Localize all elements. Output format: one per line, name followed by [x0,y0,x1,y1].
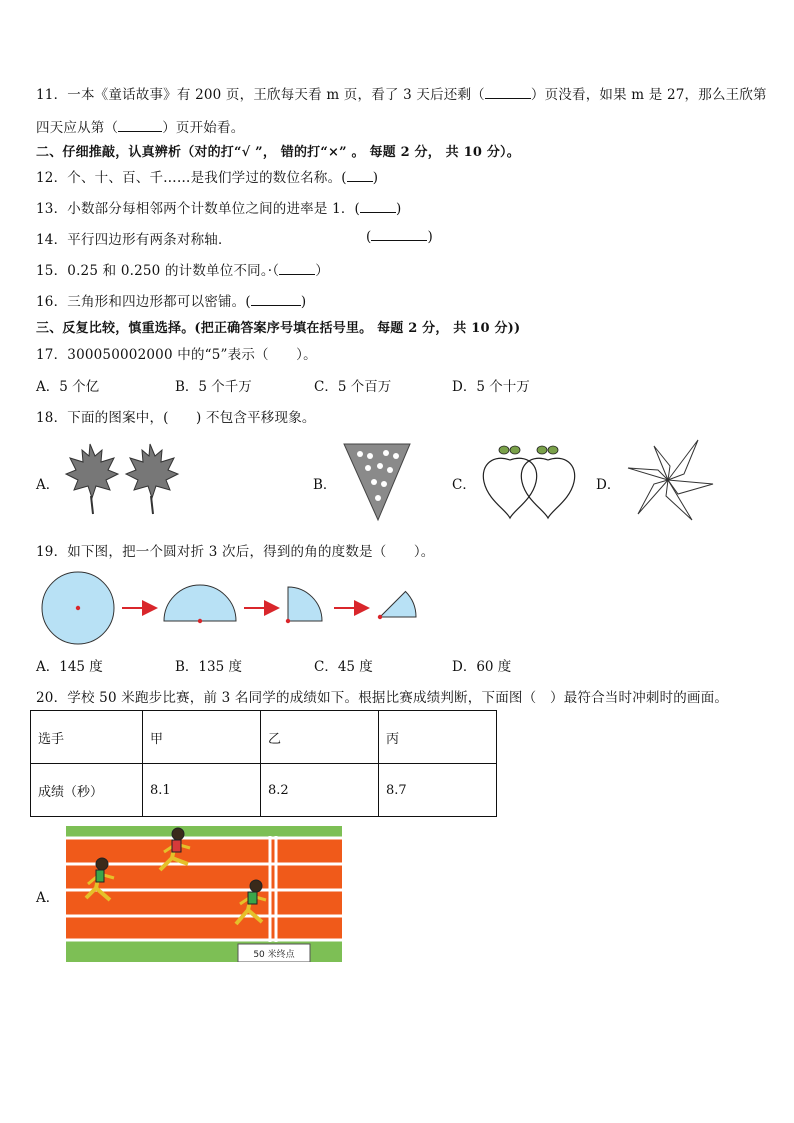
table-header-cell: 选手 [31,711,143,764]
table-cell: 8.7 [379,764,497,817]
q11-line1: 11．一本《童话故事》有 200 页，王欣每天看 m 页，看了 3 天后还剩（ ）页没看，如果 m 是 27，那么王欣第 [36,87,767,103]
q17-option-c[interactable]: C．5 个百万 [314,379,392,395]
q11-blank-2[interactable] [118,119,162,132]
q16: 16．三角形和四边形都可以密铺。( ) [36,294,307,310]
q19-option-d[interactable]: D．60 度 [452,659,512,675]
finish-line-label: 50 米终点 [253,950,295,960]
q17-stem: 17．300050002000 中的“5”表示（ ）。 [36,347,317,363]
q18-stem: 18．下面的图案中，( ) 不包含平移现象。 [36,410,316,426]
q18-option-d[interactable]: D． [596,477,621,493]
q15-answer-blank[interactable] [279,262,315,275]
q12: 12．个、十、百、千……是我们学过的数位名称。( ) [36,170,379,186]
q14-answer-blank[interactable] [371,228,427,241]
maple-leaf-left-icon [66,444,118,514]
table-row [31,711,497,764]
quarter-circle [288,587,322,621]
section2-title: 二、仔细推敲，认真辨析（对的打“√ ”， 错的打“×” 。 每题 2 分， 共 10 分）。 [36,145,520,160]
table-row [31,764,497,817]
heart-right-icon [521,458,574,518]
table-header-cell: 丙 [379,711,497,764]
section3-title: 三、反复比较，慎重选择。(把正确答案序号填在括号里。 每题 2 分， 共 10 分)) [36,321,521,336]
q14: 14．平行四边形有两条对称轴． [36,232,232,248]
table-cell: 成绩（秒） [31,764,143,817]
eighth-circle [380,592,416,618]
q16-answer-blank[interactable] [251,293,301,306]
table-cell: 8.1 [143,764,261,817]
q13-answer-blank[interactable] [360,200,396,213]
q12-answer-blank[interactable] [347,169,373,182]
scores-table [30,710,497,817]
q19-stem: 19．如下图，把一个圆对折 3 次后，得到的角的度数是（ ）。 [36,544,435,560]
hearts-figure [480,438,582,520]
q18-option-b[interactable]: B． [313,477,337,493]
q18-option-c[interactable]: C． [452,477,476,493]
pinwheel-figure [624,436,714,526]
q20-stem: 20．学校 50 米跑步比赛，前 3 名同学的成绩如下。根据比赛成绩判断，下面图（ ）最符合当时冲刺时的画面。 [36,690,729,706]
heart-left-icon [483,458,536,518]
maple-leaf-right-icon [126,444,178,514]
maple-leaves-figure [62,440,182,518]
q15: 15．0.25 和 0.250 的计数单位不同。·（ ） [36,263,329,279]
q19-option-a[interactable]: A．145 度 [36,659,103,675]
q17-option-b[interactable]: B．5 个千万 [175,379,252,395]
table-header-cell: 甲 [143,711,261,764]
q17-option-d[interactable]: D．5 个十万 [452,379,530,395]
flower-triangle-figure [342,442,412,522]
table-cell: 8.2 [261,764,379,817]
table-header-cell: 乙 [261,711,379,764]
q19-option-c[interactable]: C．45 度 [314,659,373,675]
q11-blank-1[interactable] [485,86,531,99]
q11-line2: 四天应从第（ ）页开始看。 [36,120,245,136]
half-circle [164,585,236,621]
running-track-figure [66,826,342,962]
q13: 13．小数部分每相邻两个计数单位之间的进率是 1．( ) [36,201,402,217]
q20-option-a[interactable]: A． [36,890,60,906]
circle-folding-figure [36,570,436,646]
q19-option-b[interactable]: B．135 度 [175,659,242,675]
q14-answer: ( ) [366,229,433,245]
q17-option-a[interactable]: A．5 个亿 [36,379,100,395]
q18-option-a[interactable]: A． [36,477,60,493]
